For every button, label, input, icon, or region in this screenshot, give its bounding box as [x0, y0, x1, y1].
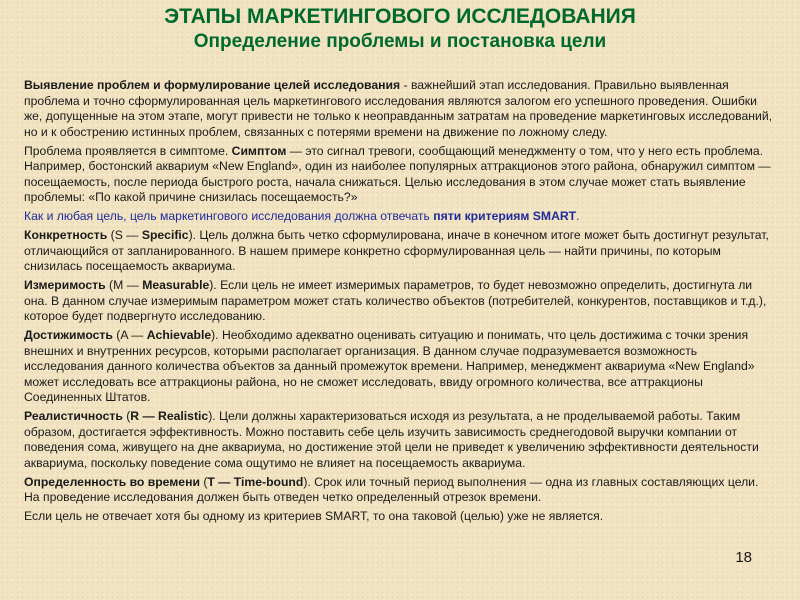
paragraph-text: (S — [107, 228, 142, 242]
paragraph-problem-identification [24, 78, 776, 140]
term-specific-ru: Конкретность [24, 228, 108, 242]
paragraph-specific [24, 228, 776, 275]
term-realistic-en: R — Realistic [130, 409, 209, 423]
term-achievable-en: Achievable [146, 328, 212, 342]
term-time-bound-ru: Определенность во времени [24, 474, 200, 489]
paragraph-text: - важнейший этап исследования. Правильно выявленная проблема и точно сформулированная цель маркетингового исследования являются залогом его успешного проведения. Ошибки же, допущенные на этом этапе, могут привести не только к неоправданным затратам на проведение маркетинговых исследований, но и к обострению истинных проблем, связанных с потерями времени на движение по ложному следу. [24, 78, 773, 139]
term-specific-en: Specific [141, 228, 189, 242]
paragraph-text: Как и любая цель, цель маркетингового исследования должна отвечать [24, 209, 434, 223]
paragraph-smart-intro [24, 209, 776, 225]
paragraph-text: ). Цель должна быть четко сформулирована, иначе в конечном итоге может быть достигнут результат, отличающийся от запланированного. В нашем примере конкретно сформулированная цель — найти причины, по которым снизилась посещаемость аквариума. [24, 228, 769, 273]
paragraph-achievable [24, 328, 776, 406]
term-measurable-en: Measurable [142, 278, 210, 292]
paragraph-text: ( [199, 474, 208, 489]
paragraph-text: (A — [112, 328, 147, 342]
page-number: 18 [735, 549, 752, 566]
term-smart-criteria: пяти критериям SMART [433, 209, 577, 223]
term-problem-identification: Выявление проблем и формулирование целей исследования [24, 78, 401, 92]
paragraph-text: ( [122, 409, 131, 423]
paragraph-text: . [576, 209, 580, 223]
paragraph-symptom [24, 144, 776, 206]
paragraph-realistic [24, 409, 776, 471]
term-time-bound-en: T — Time-bound [207, 474, 304, 489]
term-symptom: Симптом [231, 143, 287, 158]
slide-subtitle: Определение проблемы и постановка цели [193, 31, 607, 52]
paragraph-text: ). Если цель не имеет измеримых параметров, то будет невозможно определить, достигнута ли она. В данном случае измеримым параметром может стать количество объектов (потребителей, конкурентов, поставщиков и т.д.), которое будет подвергнуто исследованию. [24, 278, 767, 323]
slide-header [0, 4, 800, 54]
paragraph-text: ). Цели должны характеризоваться исходя из результата, а не проделываемой работы. Таким образом, достигается эффективность. Можно поставить себе цель изучить зависимость среднегодовой выручки компании от поведения сома, живущего на дне аквариума, но достижение этой цели не приведет к увеличению эффективности деятельности аквариума, поскольку поведение сома ощутимо не влияет на посещаемость аквариума. [24, 409, 759, 470]
paragraph-text: Проблема проявляется в симптоме. [24, 143, 232, 158]
term-measurable-ru: Измеримость [24, 278, 106, 292]
paragraph-text: — это сигнал тревоги, сообщающий менеджменту о том, что у него есть проблема. Например, бостонский аквариум «New England», один из наиболее популярных аттракционов этого района, обнаружил симптом — посещаемость, после периода быстрого роста, начала снижаться. Целью исследования в этом случае может стать выявление проблемы: «По какой причине снизилась посещаемость?» [24, 143, 771, 204]
term-realistic-ru: Реалистичность [24, 409, 123, 423]
paragraph-measurable [24, 278, 776, 325]
paragraph-text: ). Срок или точный период выполнения — одна из главных составляющих цели. На проведение исследования должен быть отведен четко определенный отрезок времени. [24, 474, 759, 504]
term-achievable-ru: Достижимость [24, 328, 113, 342]
slide-title: ЭТАПЫ МАРКЕТИНГОВОГО ИССЛЕДОВАНИЯ [164, 5, 636, 28]
paragraph-conclusion: Если цель не отвечает хотя бы одному из критериев SMART, то она таковой (целью) уже не является. [24, 509, 604, 523]
paragraph-text: ). Необходимо адекватно оценивать ситуацию и понимать, что цель достижима с точки зрения внешних и внутренних ресурсов, которыми располагает организация. В данном случае подразумевается возможность исследования данного количества объектов за данный промежуток времени. Например, менеджмент аквариума «New England» может исследовать все аттракционы района, но не сможет исследовать, ввиду огромного количества, все аттракционы Соединенных Штатов. [24, 328, 755, 404]
paragraph-text: (M — [105, 278, 143, 292]
slide-body [24, 78, 776, 528]
paragraph-time-bound [24, 475, 776, 506]
